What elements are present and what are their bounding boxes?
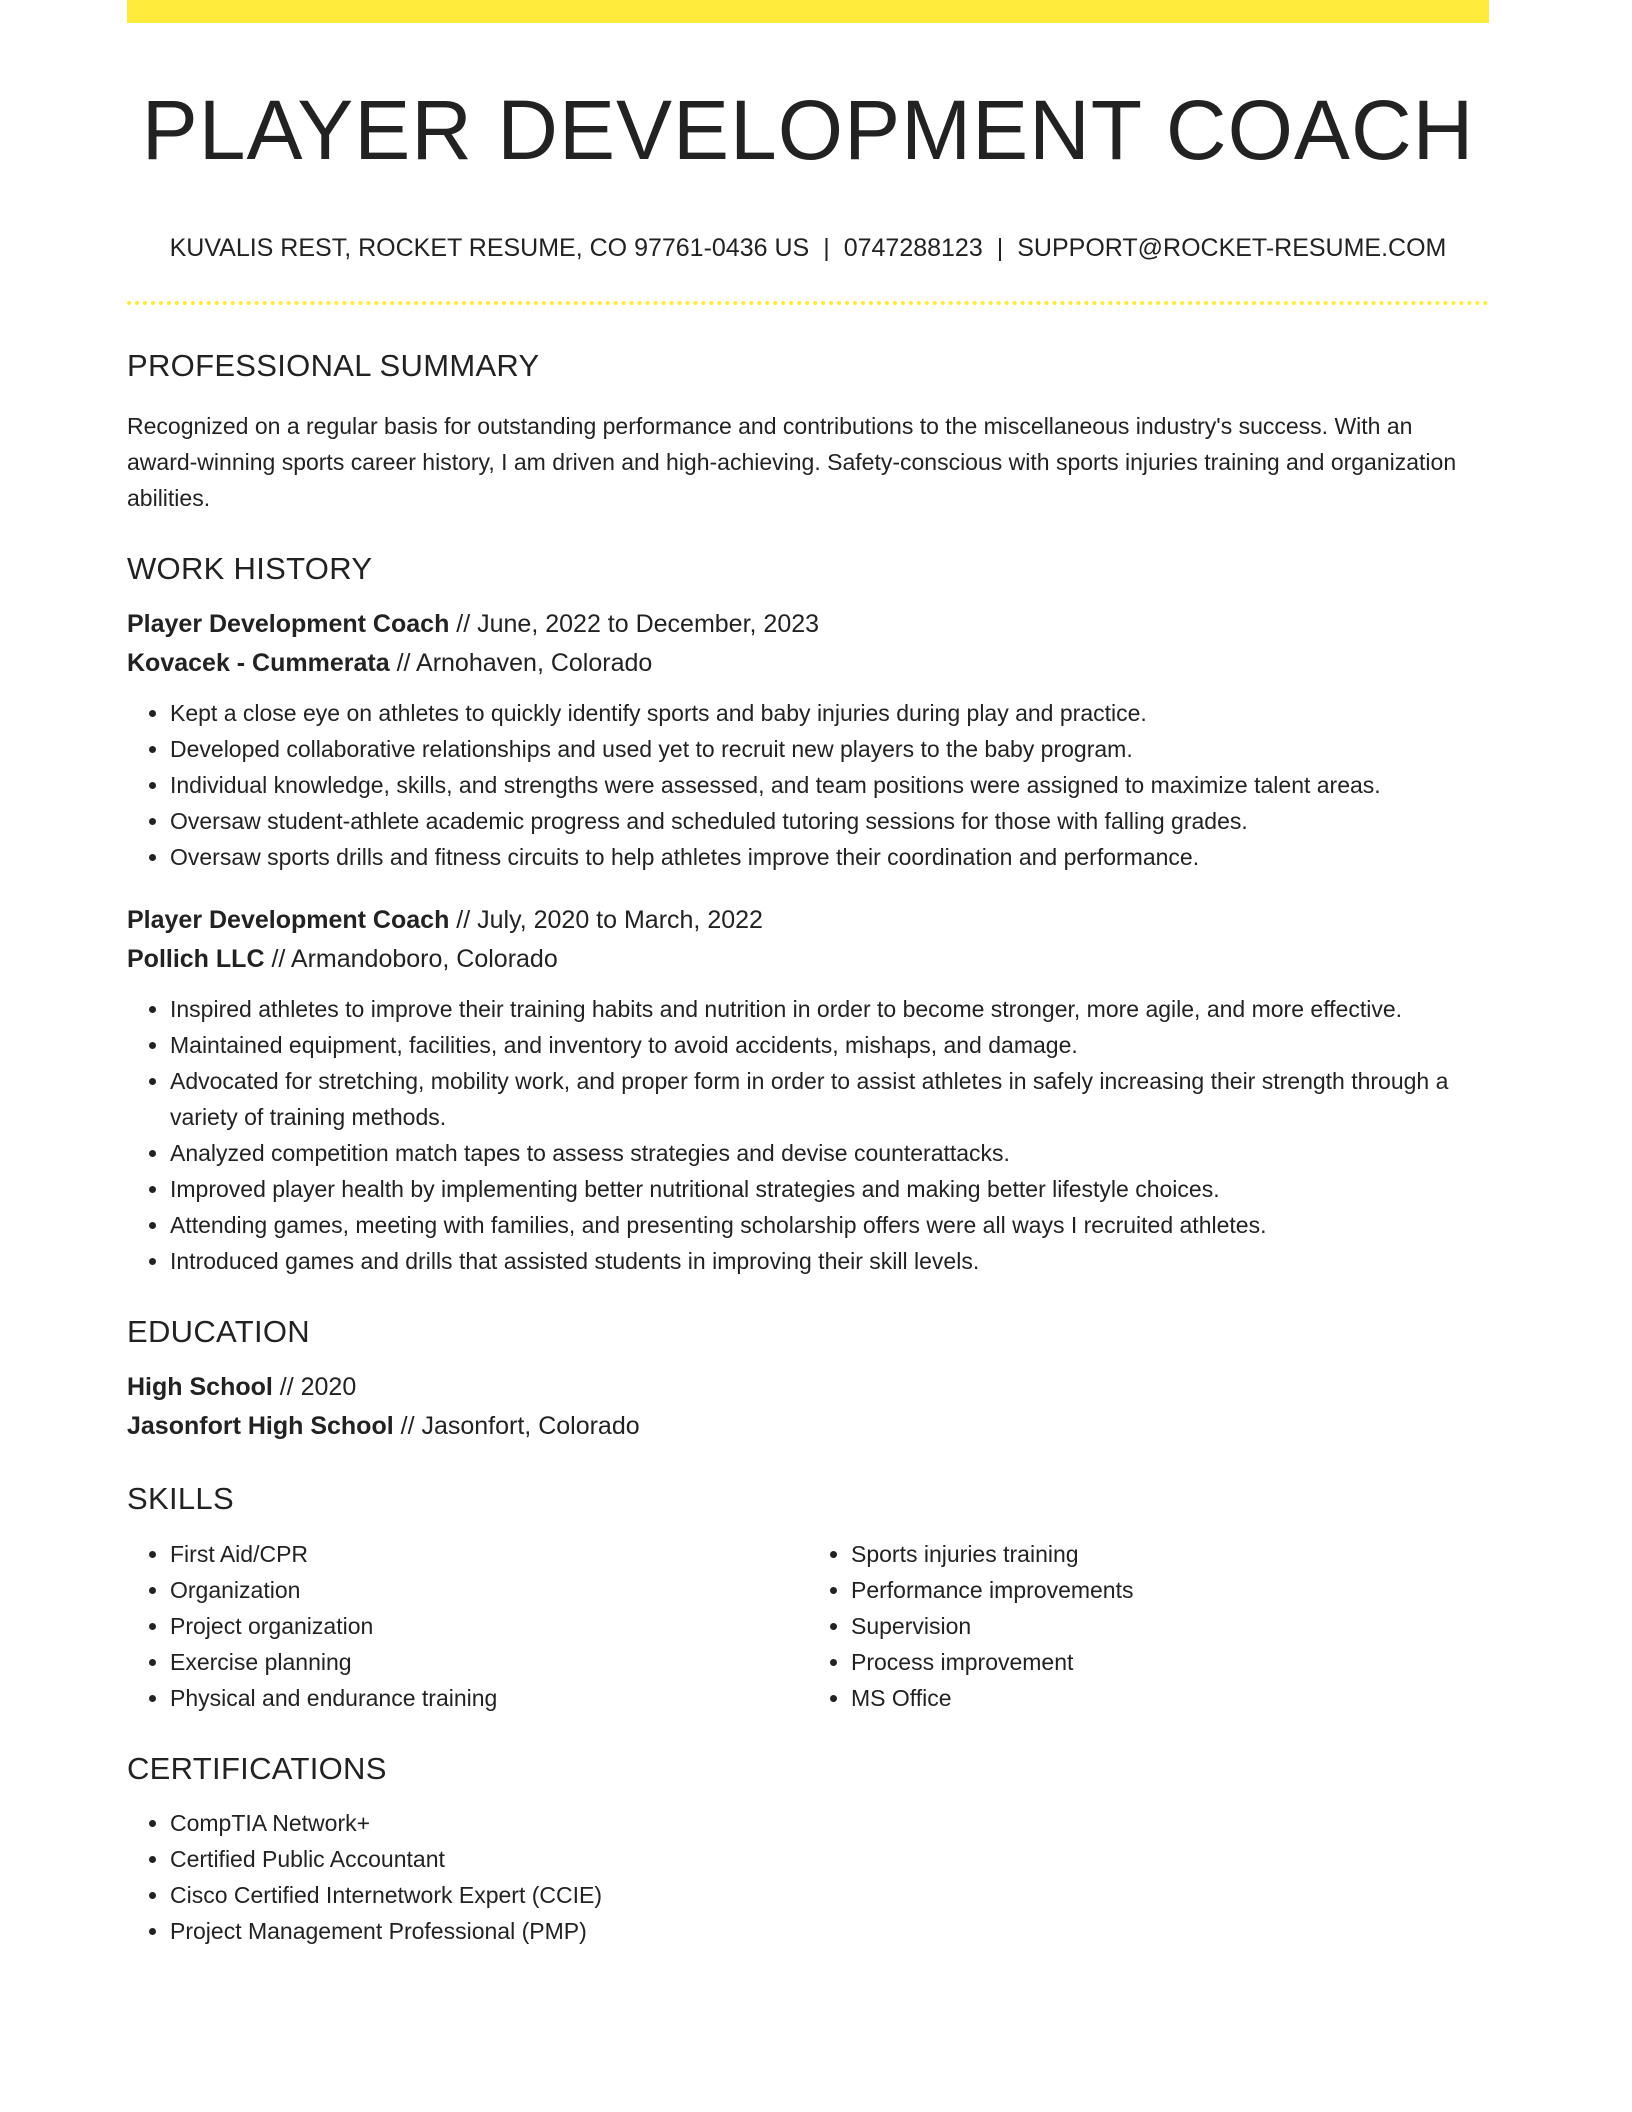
job-company: Pollich LLC — [127, 945, 265, 974]
work-history-heading: WORK HISTORY — [127, 550, 373, 586]
skills-heading: SKILLS — [127, 1481, 234, 1517]
job-role-line — [127, 901, 1489, 940]
job-company-line — [127, 644, 1489, 683]
job-dates: // July, 2020 to March, 2022 — [449, 906, 763, 935]
contact-email: SUPPORT@ROCKET-RESUME.COM — [1017, 233, 1447, 262]
contact-phone: 0747288123 — [843, 233, 983, 262]
resume-title: PLAYER DEVELOPMENT COACH — [141, 83, 1475, 177]
job-company-line — [127, 940, 1489, 979]
list-item: • Cisco Certified Internetwork Expert (CCIE) — [170, 1877, 1489, 1913]
job-role: Player Development Coach — [127, 610, 450, 639]
list-item: • Maintained equipment, facilities, and inventory to avoid accidents, mishaps, and damage. — [170, 1027, 1489, 1063]
education-year: // 2020 — [272, 1373, 357, 1402]
list-item: • Sports injuries training — [851, 1536, 1489, 1572]
education-degree: High School — [127, 1373, 273, 1402]
list-item: • Oversaw sports drills and fitness circuits to help athletes improve their coordination and performance. — [170, 839, 1489, 875]
list-item: • Performance improvements — [851, 1572, 1489, 1608]
list-item: • Supervision — [851, 1608, 1489, 1644]
job-entry — [127, 605, 1489, 875]
certifications-heading: CERTIFICATIONS — [127, 1750, 387, 1786]
education-school: Jasonfort High School — [127, 1412, 394, 1441]
list-item: • Process improvement — [851, 1644, 1489, 1680]
list-item: • Introduced games and drills that assisted students in improving their skill levels. — [170, 1243, 1489, 1279]
list-item: • Advocated for stretching, mobility work, and proper form in order to assist athletes in safely increasing their strength through a variety of training methods. — [170, 1063, 1489, 1135]
list-item: • Project organization — [170, 1608, 808, 1644]
education-school-line — [127, 1407, 1489, 1446]
list-item: • Attending games, meeting with families, and presenting scholarship offers were all ways I recruited athletes. — [170, 1207, 1489, 1243]
list-item: • Oversaw student-athlete academic progress and scheduled tutoring sessions for those with falling grades. — [170, 803, 1489, 839]
certifications-list — [127, 1805, 1489, 1949]
resume-page — [127, 0, 1489, 1949]
accent-top-bar — [127, 0, 1489, 23]
job-dates: // June, 2022 to December, 2023 — [449, 610, 820, 639]
contact-line — [127, 233, 1489, 263]
list-item: • Inspired athletes to improve their training habits and nutrition in order to become stronger, more agile, and more effective. — [170, 991, 1489, 1027]
list-item: • Physical and endurance training — [170, 1680, 808, 1716]
education-entry — [127, 1368, 1489, 1446]
contact-separator: | — [996, 233, 1004, 262]
job-duties-list — [127, 695, 1489, 875]
summary-heading: PROFESSIONAL SUMMARY — [127, 347, 540, 383]
job-location: // Armandoboro, Colorado — [264, 945, 558, 974]
list-item: • Improved player health by implementing better nutritional strategies and making better lifestyle choices. — [170, 1171, 1489, 1207]
list-item: • MS Office — [851, 1680, 1489, 1716]
skills-list-left — [127, 1536, 808, 1716]
list-item: • Individual knowledge, skills, and strengths were assessed, and team positions were assigned to maximize talent areas. — [170, 767, 1489, 803]
list-item: • CompTIA Network+ — [170, 1805, 1489, 1841]
education-heading: EDUCATION — [127, 1314, 310, 1350]
summary-text: Recognized on a regular basis for outstanding performance and contributions to the miscellaneous industry's success. With an award-winning sports career history, I am driven and high-achieving. Safety-conscious with sports injuries training and organization abilities. — [127, 412, 1457, 511]
job-role-line — [127, 605, 1489, 644]
job-location: // Arnohaven, Colorado — [389, 649, 653, 678]
job-entry — [127, 901, 1489, 1279]
list-item: • Exercise planning — [170, 1644, 808, 1680]
job-company: Kovacek - Cummerata — [127, 649, 390, 678]
job-role: Player Development Coach — [127, 906, 450, 935]
skills-columns — [127, 1536, 1489, 1716]
contact-separator: | — [823, 233, 830, 262]
list-item: • Analyzed competition match tapes to assess strategies and devise counterattacks. — [170, 1135, 1489, 1171]
dotted-divider — [127, 301, 1489, 305]
list-item: • Kept a close eye on athletes to quickly identify sports and baby injuries during play and practice. — [170, 695, 1489, 731]
education-degree-line — [127, 1368, 1489, 1407]
list-item: • Certified Public Accountant — [170, 1841, 1489, 1877]
contact-address: KUVALIS REST, ROCKET RESUME, CO 97761-0436 US — [169, 233, 810, 262]
list-item: • Project Management Professional (PMP) — [170, 1913, 1489, 1949]
education-location: // Jasonfort, Colorado — [393, 1412, 640, 1441]
skills-list-right — [808, 1536, 1489, 1716]
list-item: • First Aid/CPR — [170, 1536, 808, 1572]
job-duties-list — [127, 991, 1489, 1279]
list-item: • Organization — [170, 1572, 808, 1608]
list-item: • Developed collaborative relationships and used yet to recruit new players to the baby program. — [170, 731, 1489, 767]
